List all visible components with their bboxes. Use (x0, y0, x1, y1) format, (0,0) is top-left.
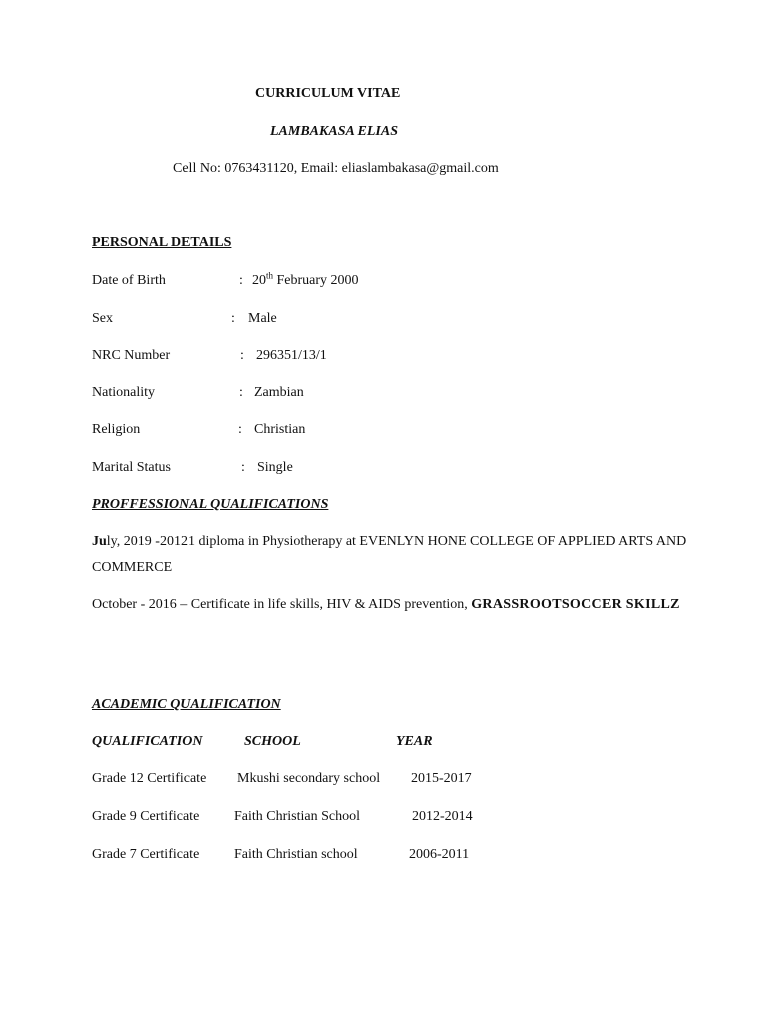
marital-label: Marital Status (92, 460, 171, 475)
professional-item-certificate (92, 592, 692, 618)
diploma-bold-prefix: Ju (92, 534, 107, 549)
column-school: SCHOOL (244, 734, 301, 749)
qualification-cell: Grade 7 Certificate (92, 847, 200, 862)
certificate-organisation: GRASSROOTSOCCER SKILLZ (471, 597, 680, 612)
diploma-text: ly, 2019 -20121 diploma in Physiotherapy at EVENLYN HONE COLLEGE OF APPLIED ARTS AND COMMERCE (92, 534, 687, 575)
dob-value (252, 270, 359, 289)
column-year: YEAR (396, 734, 433, 749)
academic-heading: ACADEMIC QUALIFICATION (92, 697, 281, 712)
dob-separator: : (239, 273, 243, 288)
nationality-value: Zambian (254, 385, 304, 400)
religion-value: Christian (254, 422, 306, 437)
marital-separator: : (241, 460, 245, 475)
qualification-cell: Grade 9 Certificate (92, 809, 200, 824)
sex-separator: : (231, 311, 235, 326)
year-cell: 2012-2014 (412, 809, 473, 824)
nrc-separator: : (240, 348, 244, 363)
dob-label: Date of Birth (92, 273, 166, 288)
marital-value: Single (257, 460, 293, 475)
document-title: CURRICULUM VITAE (255, 86, 401, 101)
school-cell: Mkushi secondary school (237, 771, 381, 786)
nationality-separator: : (239, 385, 243, 400)
professional-heading: PROFFESSIONAL QUALIFICATIONS (92, 497, 329, 512)
contact-line: Cell No: 0763431120, Email: eliaslambakasa@gmail.com (173, 161, 499, 176)
year-cell: 2006-2011 (409, 847, 470, 862)
candidate-name: LAMBAKASA ELIAS (270, 124, 399, 139)
professional-item-diploma (92, 529, 692, 581)
religion-label: Religion (92, 422, 141, 437)
dob-suffix: th (266, 270, 274, 281)
school-cell: Faith Christian School (234, 809, 360, 824)
column-qualification: QUALIFICATION (92, 734, 203, 749)
year-cell: 2015-2017 (411, 771, 472, 786)
certificate-text: October - 2016 – Certificate in life skills, HIV & AIDS prevention, (92, 597, 472, 612)
religion-separator: : (238, 422, 242, 437)
sex-label: Sex (92, 311, 113, 326)
sex-value: Male (248, 311, 277, 326)
dob-month-year: February 2000 (273, 273, 359, 288)
qualification-cell: Grade 12 Certificate (92, 771, 207, 786)
personal-details-heading: PERSONAL DETAILS (92, 235, 232, 250)
school-cell: Faith Christian school (234, 847, 358, 862)
nationality-label: Nationality (92, 385, 155, 400)
nrc-label: NRC Number (92, 348, 171, 363)
dob-day: 20 (252, 273, 266, 288)
nrc-value: 296351/13/1 (256, 348, 327, 363)
